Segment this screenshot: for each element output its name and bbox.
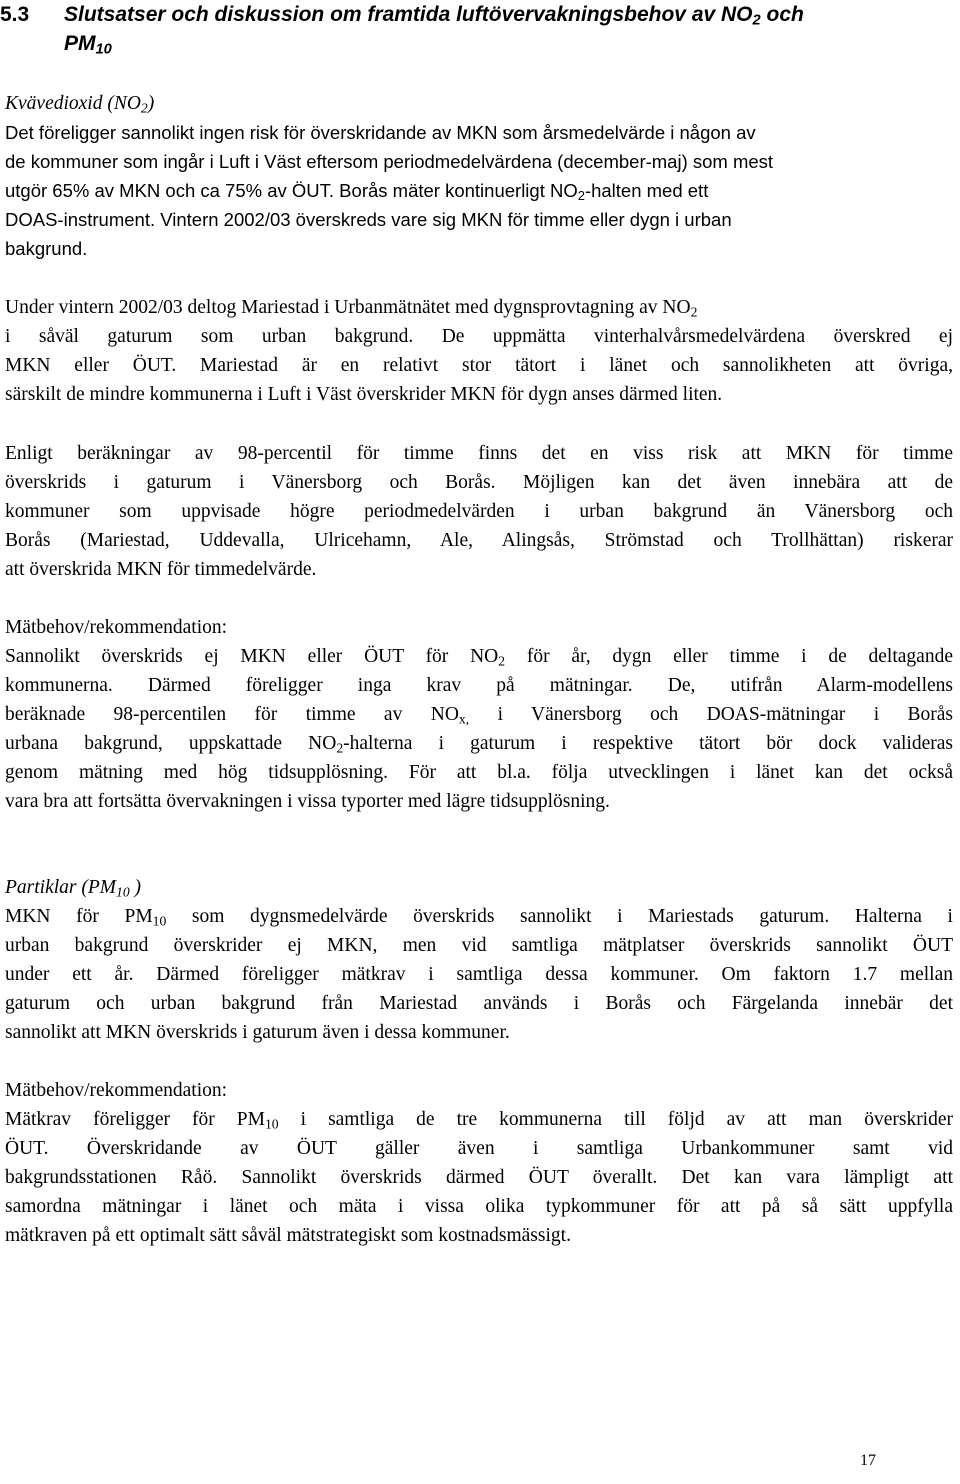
heading-line2: PM bbox=[64, 32, 96, 55]
no2-title: Kvävedioxid $(NO_2)$ bbox=[5, 93, 155, 116]
heading-line1-tail: och bbox=[760, 3, 804, 26]
heading-sub-10: 10 bbox=[95, 41, 112, 58]
no2-paragraph-1: Det föreligger sannolikt ingen risk för överskridande av MKN som årsmedelvärde i någon av de kommuner som ingår i Luft i Väst eftersom periodmedelvärdena (december-maj) som mest utgör 65% av MKN och ca 75% av ÖUT. Borås mäter kontinuerligt $NO_2$-halten med ett DOAS-instrument. Vintern 2002/03 överskreds vare sig MKN för timme eller dygn i urban bakgrund. bbox=[5, 122, 774, 259]
pm10-recommendation-title: Mätbehov/rekommendation: bbox=[5, 1080, 228, 1101]
no2-recommendation-title: Mätbehov/rekommendation: bbox=[5, 617, 228, 638]
no2-paragraph-2: Under vintern 2002/03 deltog Mariestad i Urbanmätnätet med dygnsprovtagning av $NO_2$ i såväl gaturum som urban bakgrund. De uppmätta vinterhalvårsmedelvärdena överskred ej MKN eller ÖUT. Mariestad är en relativt stor tätort i länet och sannolikheten att övriga, särskilt de mindre kommunerna i Luft i Väst överskrider MKN för dygn anses därmed liten. bbox=[5, 297, 953, 405]
section-heading bbox=[0, 0, 955, 58]
pm10-paragraph-2: Mätkrav föreligger för $PM_{10}$ i samtliga de tre kommunerna till följd av att man överskrider ÖUT. Överskridande av ÖUT gäller även i samtliga Urbankommuner samt vid bakgrundsstationen Råö. Sannolikt överskrids därmed ÖUT överallt. Det kan vara lämpligt att samordna mätningar i länet och mäta i vissa olika typkommuner för att på så sätt uppfylla mätkraven på ett optimalt sätt såväl mätstrategiskt som kostnadsmässigt. bbox=[5, 1109, 954, 1246]
no2-paragraph-4: Sannolikt överskrids ej MKN eller ÖUT för $NO_2$ för år, dygn eller timme i de deltagande kommunerna. Därmed föreligger inga krav på mätningar. De, utifrån Alarm-modellens beräknade 98-percentilen för timme av $NO_{x,}$ i Vänersborg och DOAS-mätningar i Borås urbana bakgrund, uppskattade $NO_2$-halterna i gaturum i respektive tätort bör dock valideras genom mätning med hög tidsupplösning. För att bl.a. följa utvecklingen i länet kan det också vara bra att fortsätta övervakningen i vissa typorter med lägre tidsupplösning. bbox=[5, 646, 954, 812]
section-number: 5.3 bbox=[0, 3, 30, 26]
heading-line1: Slutsatser och diskussion om framtida luftövervakningsbehov av NO bbox=[64, 3, 753, 26]
pm10-title: Partiklar ($PM_{10}$ ) bbox=[5, 877, 142, 900]
page-number: 17 bbox=[860, 1452, 876, 1469]
no2-paragraph-3: Enligt beräkningar av 98-percentil för timme finns det en viss risk att MKN för timme överskrids i gaturum i Vänersborg och Borås. Möjligen kan det även innebära att de kommuner som uppvisade högre periodmedelvärden i urban bakgrund än Vänersborg och Borås (Mariestad, Uddevalla, Ulricehamn, Ale, Alingsås, Strömstad och Trollhättan) riskerar att överskrida MKN för timmedelvärde. bbox=[5, 443, 953, 580]
heading-sub-2: 2 bbox=[752, 12, 761, 29]
pm10-paragraph-1: MKN för $PM_{10}$ som dygnsmedelvärde överskrids sannolikt i Mariestads gaturum. Halterna i urban bakgrund överskrider ej MKN, men vid samtliga mätplatser överskrids sannolikt ÖUT under ett år. Därmed föreligger mätkrav i samtliga dessa kommuner. Om faktorn 1.7 mellan gaturum och urban bakgrund från Mariestad används i Borås och Färgelanda innebär det sannolikt att MKN överskrids i gaturum även i dessa kommuner. bbox=[5, 906, 953, 1043]
